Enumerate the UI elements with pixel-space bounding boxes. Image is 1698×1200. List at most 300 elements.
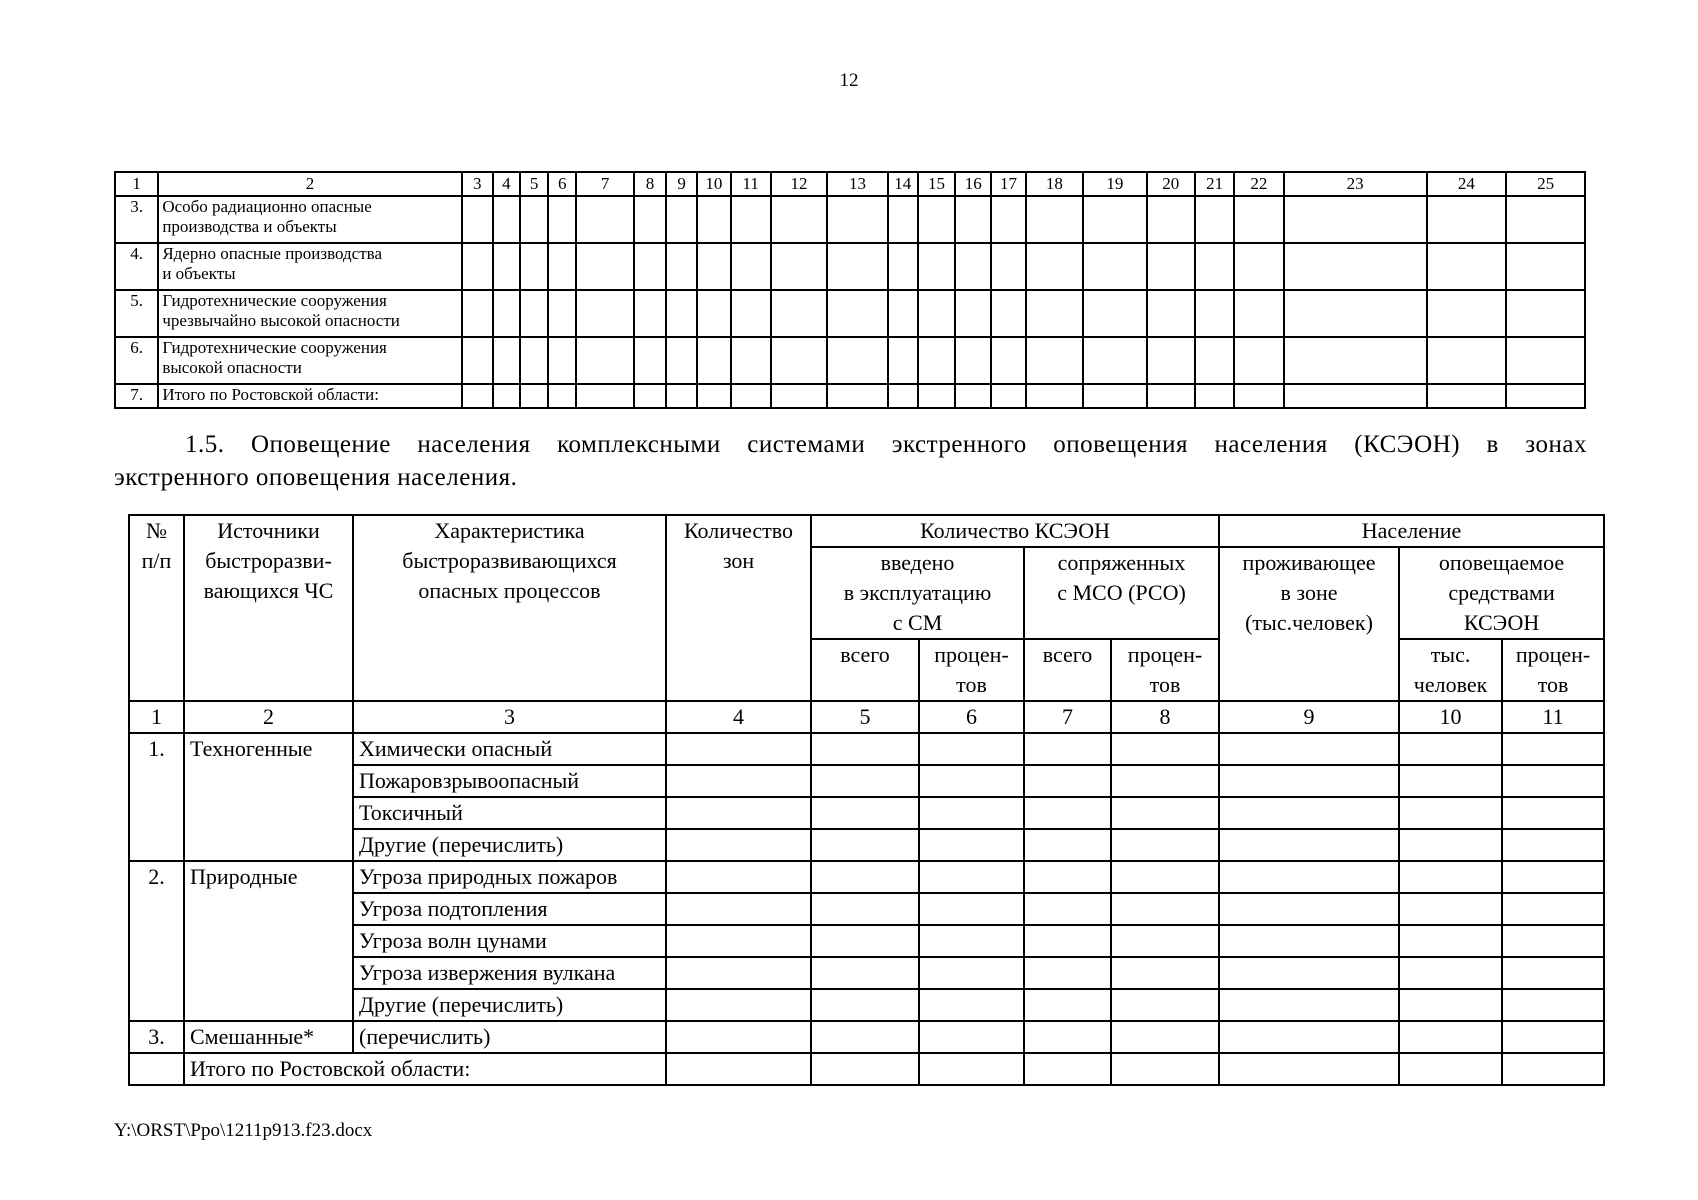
empty-cell: [827, 384, 887, 408]
header-paired: сопряженных с МСО (РСО): [1024, 547, 1219, 639]
empty-cell: [1234, 196, 1283, 243]
empty-cell: [666, 733, 811, 765]
empty-cell: [1111, 765, 1219, 797]
header-introduced-percent: процен- тов: [919, 639, 1024, 701]
empty-cell: [548, 337, 576, 384]
empty-cell: [1506, 290, 1585, 337]
empty-cell: [697, 243, 730, 290]
empty-cell: [576, 337, 633, 384]
column-number-cell: 21: [1195, 172, 1234, 196]
column-number-cell: 22: [1234, 172, 1283, 196]
empty-cell: [811, 1053, 919, 1085]
empty-cell: [1026, 337, 1083, 384]
column-number-cell: 9: [666, 172, 697, 196]
empty-cell: [1284, 290, 1427, 337]
empty-cell: [1219, 989, 1399, 1021]
empty-cell: [1399, 861, 1502, 893]
empty-cell: [1219, 861, 1399, 893]
empty-cell: [1111, 733, 1219, 765]
header-sources: Источники быстроразви- вающихся ЧС: [184, 515, 353, 701]
column-number-cell: 14: [888, 172, 918, 196]
empty-cell: [918, 290, 955, 337]
header-zones: Количество зон: [666, 515, 811, 701]
empty-cell: [1502, 925, 1604, 957]
process-characteristic: Химически опасный: [353, 733, 666, 765]
empty-cell: [811, 829, 919, 861]
empty-cell: [811, 989, 919, 1021]
header-paired-percent: процен- тов: [1111, 639, 1219, 701]
empty-cell: [1111, 957, 1219, 989]
empty-cell: [1024, 893, 1111, 925]
group-number: 3.: [129, 1021, 184, 1053]
empty-cell: [1219, 1021, 1399, 1053]
empty-cell: [462, 337, 493, 384]
empty-cell: [1399, 957, 1502, 989]
process-characteristic: Угроза извержения вулкана: [353, 957, 666, 989]
empty-cell: [811, 797, 919, 829]
empty-cell: [634, 243, 666, 290]
empty-cell: [1024, 957, 1111, 989]
empty-cell: [1399, 733, 1502, 765]
empty-cell: [493, 337, 520, 384]
empty-cell: [918, 384, 955, 408]
empty-cell: [1111, 1053, 1219, 1085]
column-number-cell: 15: [918, 172, 955, 196]
header-characteristic: Характеристика быстроразвивающихся опасных процессов: [353, 515, 666, 701]
empty-cell: [1506, 384, 1585, 408]
empty-cell: [1083, 384, 1146, 408]
page-number: 12: [839, 70, 859, 91]
empty-cell: [731, 384, 771, 408]
column-number-row: [129, 701, 1604, 733]
empty-cell: [634, 290, 666, 337]
column-number-cell: 7: [1024, 701, 1111, 733]
empty-cell: [1147, 196, 1195, 243]
row-number: 7.: [115, 384, 158, 408]
empty-cell: [548, 384, 576, 408]
empty-cell: [919, 925, 1024, 957]
empty-cell: [493, 196, 520, 243]
empty-cell: [811, 893, 919, 925]
row-name: Ядерно опасные производства и объекты: [158, 243, 461, 290]
empty-cell: [1427, 384, 1507, 408]
column-number-cell: 3: [462, 172, 493, 196]
column-number-cell: 3: [353, 701, 666, 733]
empty-cell: [493, 384, 520, 408]
empty-cell: [827, 243, 887, 290]
empty-cell: [1502, 957, 1604, 989]
empty-cell: [1024, 829, 1111, 861]
total-label: Итого по Ростовской области:: [184, 1053, 666, 1085]
table-row: [129, 861, 1604, 893]
empty-cell: [1024, 1021, 1111, 1053]
header-introduced-total: всего: [811, 639, 919, 701]
empty-cell: [919, 733, 1024, 765]
empty-cell: [548, 196, 576, 243]
column-number-cell: 20: [1147, 172, 1195, 196]
empty-cell: [771, 290, 827, 337]
header-notified-thousand: тыс. человек: [1399, 639, 1502, 701]
empty-cell: [811, 925, 919, 957]
process-characteristic: Другие (перечислить): [353, 989, 666, 1021]
column-number-cell: 4: [493, 172, 520, 196]
empty-cell: [666, 1021, 811, 1053]
empty-cell: [462, 196, 493, 243]
empty-cell: [991, 243, 1025, 290]
empty-cell: [955, 384, 991, 408]
column-number-cell: 5: [811, 701, 919, 733]
empty-cell: [520, 243, 548, 290]
empty-cell: [666, 925, 811, 957]
table-row: [115, 196, 1585, 243]
empty-cell: [666, 196, 697, 243]
process-characteristic: Пожаровзрывоопасный: [353, 765, 666, 797]
empty-cell: [1502, 797, 1604, 829]
empty-cell: [493, 243, 520, 290]
empty-cell: [1506, 337, 1585, 384]
empty-cell: [1219, 893, 1399, 925]
empty-cell: [548, 290, 576, 337]
empty-cell: [520, 290, 548, 337]
column-number-cell: 6: [548, 172, 576, 196]
empty-cell: [666, 893, 811, 925]
column-number-cell: 23: [1284, 172, 1427, 196]
empty-cell: [548, 243, 576, 290]
empty-cell: [1219, 1053, 1399, 1085]
empty-cell: [666, 1053, 811, 1085]
empty-cell: [462, 290, 493, 337]
empty-cell: [1427, 243, 1507, 290]
empty-cell: [771, 196, 827, 243]
empty-cell: [697, 337, 730, 384]
empty-cell: [811, 957, 919, 989]
empty-cell: [1083, 290, 1146, 337]
empty-cell: [697, 290, 730, 337]
empty-cell: [1111, 861, 1219, 893]
empty-cell: [666, 384, 697, 408]
empty-cell: [634, 196, 666, 243]
row-name: Гидротехнические сооружения высокой опасности: [158, 337, 461, 384]
empty-cell: [1026, 243, 1083, 290]
empty-cell: [1219, 925, 1399, 957]
empty-cell: [771, 384, 827, 408]
empty-cell: [634, 384, 666, 408]
empty-cell: [666, 989, 811, 1021]
empty-cell: [918, 243, 955, 290]
empty-cell: [462, 384, 493, 408]
empty-cell: [955, 337, 991, 384]
empty-cell: [462, 243, 493, 290]
empty-cell: [1502, 1021, 1604, 1053]
empty-cell: [991, 290, 1025, 337]
table-row: [129, 733, 1604, 765]
table-row: [115, 384, 1585, 408]
empty-cell: [811, 733, 919, 765]
column-number-cell: 11: [1502, 701, 1604, 733]
row-number: 4.: [115, 243, 158, 290]
empty-cell: [1219, 797, 1399, 829]
empty-cell: [1024, 989, 1111, 1021]
header-notified-percent: процен- тов: [1502, 639, 1604, 701]
empty-cell: [520, 384, 548, 408]
empty-cell: [919, 861, 1024, 893]
row-name: Особо радиационно опасные производства и объекты: [158, 196, 461, 243]
column-number-cell: 8: [634, 172, 666, 196]
empty-cell: [493, 290, 520, 337]
empty-cell: [1502, 733, 1604, 765]
empty-cell: [1195, 243, 1234, 290]
kseon-table: [128, 514, 1605, 1086]
empty-cell: [1024, 733, 1111, 765]
empty-cell: [1219, 733, 1399, 765]
empty-cell: [955, 243, 991, 290]
empty-cell: [1147, 290, 1195, 337]
empty-cell: [1195, 196, 1234, 243]
table-row: [129, 1021, 1604, 1053]
empty-cell: [666, 337, 697, 384]
empty-cell: [1219, 829, 1399, 861]
empty-cell: [888, 243, 918, 290]
empty-cell: [1111, 989, 1219, 1021]
empty-cell: [1234, 290, 1283, 337]
column-number-cell: 24: [1427, 172, 1507, 196]
column-number-cell: 13: [827, 172, 887, 196]
footer-file-path: Y:\ORST\Ppo\1211p913.f23.docx: [114, 1120, 373, 1141]
column-number-cell: 19: [1083, 172, 1146, 196]
empty-cell: [731, 196, 771, 243]
empty-cell: [1024, 765, 1111, 797]
empty-cell: [1502, 989, 1604, 1021]
row-number: 5.: [115, 290, 158, 337]
empty-cell: [919, 1053, 1024, 1085]
column-number-cell: 8: [1111, 701, 1219, 733]
empty-cell: [1111, 893, 1219, 925]
column-number-cell: 1: [115, 172, 158, 196]
empty-cell: [1234, 243, 1283, 290]
empty-cell: [1399, 1053, 1502, 1085]
group-source: Природные: [184, 861, 353, 1021]
empty-cell: [1399, 765, 1502, 797]
empty-cell: [576, 243, 633, 290]
empty-cell: [576, 384, 633, 408]
empty-cell: [888, 290, 918, 337]
header-kseon-count: Количество КСЭОН: [811, 515, 1219, 547]
column-number-cell: 10: [697, 172, 730, 196]
empty-cell: [731, 243, 771, 290]
empty-cell: [955, 290, 991, 337]
empty-cell: [811, 1021, 919, 1053]
column-number-cell: 1: [129, 701, 184, 733]
empty-cell: [1111, 829, 1219, 861]
column-number-cell: 25: [1506, 172, 1585, 196]
empty-cell: [666, 957, 811, 989]
empty-cell: [1284, 243, 1427, 290]
total-row: [129, 1053, 1604, 1085]
empty-cell: [697, 384, 730, 408]
process-characteristic: Угроза волн цунами: [353, 925, 666, 957]
empty-cell: [1026, 196, 1083, 243]
empty-cell: [919, 829, 1024, 861]
empty-cell: [1147, 384, 1195, 408]
empty-cell: [991, 196, 1025, 243]
empty-cell: [1195, 384, 1234, 408]
empty-cell: [666, 829, 811, 861]
empty-cell: [827, 337, 887, 384]
empty-cell: [1024, 1053, 1111, 1085]
header-paired-total: всего: [1024, 639, 1111, 701]
empty-cell: [1111, 1021, 1219, 1053]
empty-cell: [520, 196, 548, 243]
empty-cell: [919, 989, 1024, 1021]
empty-cell: [1502, 765, 1604, 797]
empty-cell: [1502, 861, 1604, 893]
empty-cell: [919, 893, 1024, 925]
empty-cell: [991, 337, 1025, 384]
empty-cell: [771, 243, 827, 290]
row-number: 6.: [115, 337, 158, 384]
empty-cell: [1506, 243, 1585, 290]
empty-cell: [1024, 797, 1111, 829]
empty-cell: [991, 384, 1025, 408]
empty-cell: [666, 290, 697, 337]
group-number: 1.: [129, 733, 184, 861]
empty-cell: [1083, 196, 1146, 243]
column-number-cell: 11: [731, 172, 771, 196]
empty-cell: [918, 196, 955, 243]
header-living: проживающее в зоне (тыс.человек): [1219, 547, 1399, 701]
empty-cell: [827, 290, 887, 337]
empty-cell: [576, 290, 633, 337]
header-population: Население: [1219, 515, 1604, 547]
empty-cell: [1399, 893, 1502, 925]
empty-cell: [1399, 989, 1502, 1021]
empty-cell: [1427, 196, 1507, 243]
row-number: 3.: [115, 196, 158, 243]
table-row: [115, 290, 1585, 337]
empty-cell: [1399, 925, 1502, 957]
table-row: [115, 243, 1585, 290]
empty-cell: [666, 243, 697, 290]
column-number-cell: 5: [520, 172, 548, 196]
empty-cell: [1399, 797, 1502, 829]
empty-cell: [129, 1053, 184, 1085]
empty-cell: [1219, 765, 1399, 797]
group-source: Техногенные: [184, 733, 353, 861]
empty-cell: [520, 337, 548, 384]
row-name: Гидротехнические сооружения чрезвычайно высокой опасности: [158, 290, 461, 337]
empty-cell: [955, 196, 991, 243]
section-title-line-1: 1.5. Оповещение населения комплексными системами экстренного оповещения населения (КСЭОН) в зонах: [185, 431, 1587, 458]
empty-cell: [1502, 829, 1604, 861]
empty-cell: [827, 196, 887, 243]
empty-cell: [1284, 384, 1427, 408]
empty-cell: [919, 797, 1024, 829]
column-number-cell: 4: [666, 701, 811, 733]
empty-cell: [1284, 196, 1427, 243]
empty-cell: [811, 765, 919, 797]
table-header-row: [115, 172, 1585, 196]
empty-cell: [1111, 797, 1219, 829]
empty-cell: [1195, 337, 1234, 384]
column-number-cell: 7: [576, 172, 633, 196]
empty-cell: [666, 765, 811, 797]
column-number-cell: 2: [184, 701, 353, 733]
process-characteristic: Угроза подтопления: [353, 893, 666, 925]
empty-cell: [1427, 290, 1507, 337]
empty-cell: [1147, 243, 1195, 290]
empty-cell: [1026, 290, 1083, 337]
empty-cell: [1284, 337, 1427, 384]
section-title-line-2: экстренного оповещения населения.: [114, 464, 518, 491]
process-characteristic: Угроза природных пожаров: [353, 861, 666, 893]
empty-cell: [1506, 196, 1585, 243]
group-source: Смешанные*: [184, 1021, 353, 1053]
process-characteristic: Токсичный: [353, 797, 666, 829]
empty-cell: [1234, 337, 1283, 384]
empty-cell: [1024, 861, 1111, 893]
empty-cell: [771, 337, 827, 384]
empty-cell: [634, 337, 666, 384]
empty-cell: [666, 861, 811, 893]
empty-cell: [1147, 337, 1195, 384]
empty-cell: [918, 337, 955, 384]
header-notified: оповещаемое средствами КСЭОН: [1399, 547, 1604, 639]
empty-cell: [731, 337, 771, 384]
column-number-cell: 10: [1399, 701, 1502, 733]
empty-cell: [811, 861, 919, 893]
process-characteristic: (перечислить): [353, 1021, 666, 1053]
empty-cell: [1399, 829, 1502, 861]
column-number-cell: 6: [919, 701, 1024, 733]
empty-cell: [1502, 893, 1604, 925]
empty-cell: [888, 384, 918, 408]
empty-cell: [888, 196, 918, 243]
empty-cell: [919, 765, 1024, 797]
empty-cell: [697, 196, 730, 243]
empty-cell: [731, 290, 771, 337]
process-characteristic: Другие (перечислить): [353, 829, 666, 861]
empty-cell: [576, 196, 633, 243]
column-number-cell: 18: [1026, 172, 1083, 196]
group-number: 2.: [129, 861, 184, 1021]
continuation-table: [114, 171, 1586, 409]
empty-cell: [919, 1021, 1024, 1053]
empty-cell: [1024, 925, 1111, 957]
column-number-cell: 9: [1219, 701, 1399, 733]
empty-cell: [1083, 243, 1146, 290]
empty-cell: [1502, 1053, 1604, 1085]
column-number-cell: 17: [991, 172, 1025, 196]
empty-cell: [1083, 337, 1146, 384]
empty-cell: [1195, 290, 1234, 337]
row-name: Итого по Ростовской области:: [158, 384, 461, 408]
header-introduced: введено в эксплуатацию с СМ: [811, 547, 1024, 639]
empty-cell: [1026, 384, 1083, 408]
empty-cell: [1219, 957, 1399, 989]
section-title: [114, 428, 1587, 494]
column-number-cell: 12: [771, 172, 827, 196]
empty-cell: [1234, 384, 1283, 408]
header-num: № п/п: [129, 515, 184, 701]
empty-cell: [919, 957, 1024, 989]
empty-cell: [1427, 337, 1507, 384]
empty-cell: [1399, 1021, 1502, 1053]
empty-cell: [1111, 925, 1219, 957]
empty-cell: [666, 797, 811, 829]
column-number-cell: 16: [955, 172, 991, 196]
column-number-cell: 2: [158, 172, 461, 196]
table-row: [115, 337, 1585, 384]
